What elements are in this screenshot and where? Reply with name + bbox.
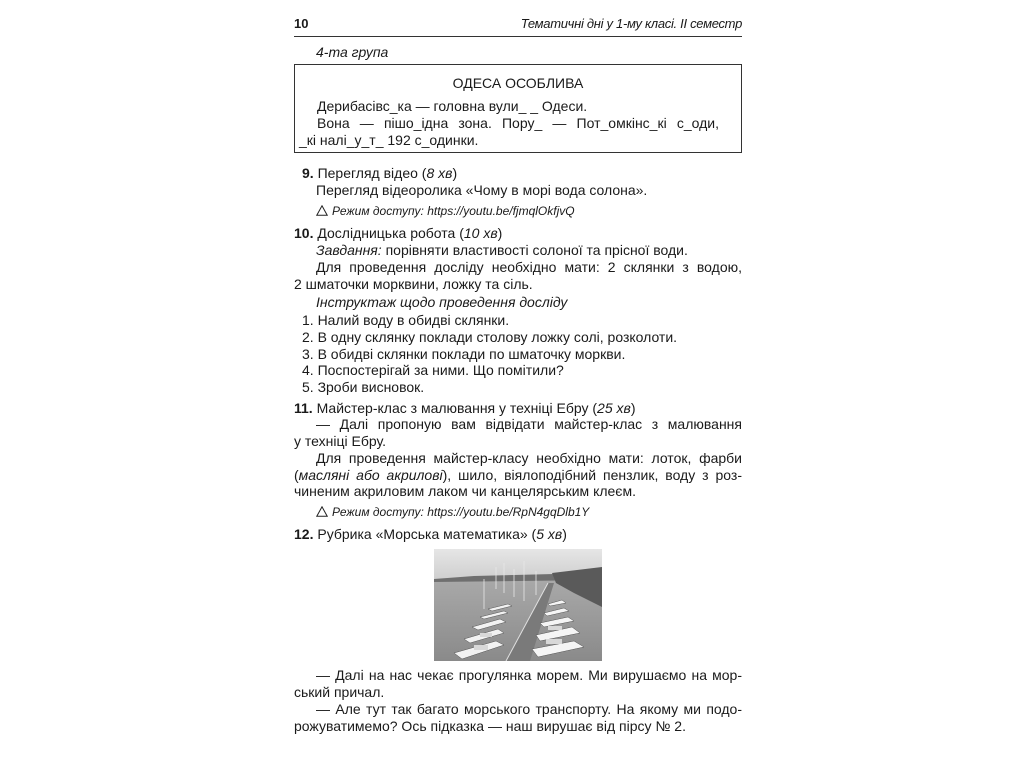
step-2: 2. В одну склянку поклади столову ложку солі, розколоти. bbox=[302, 329, 678, 345]
item-time: 10 хв bbox=[463, 225, 498, 241]
closing-line-2: ський причал. bbox=[294, 684, 385, 700]
step-4: 4. Поспостерігай за ними. Що помітили? bbox=[302, 362, 564, 378]
item-title: Дослідницька робота ( bbox=[317, 225, 464, 241]
item-10-instr-title: Інструктаж щодо проведення досліду bbox=[316, 294, 568, 310]
item-close: ) bbox=[562, 526, 567, 542]
item-11-link[interactable] bbox=[316, 505, 589, 519]
item-10-task bbox=[316, 242, 688, 259]
running-title: Тематичні дні у 1-му класі. ІІ семестр bbox=[520, 16, 742, 31]
box-line-3: _кі налі_у_т_ 192 с_одинки. bbox=[299, 132, 479, 148]
item-time: 8 хв bbox=[426, 165, 453, 181]
page-number: 10 bbox=[294, 16, 309, 31]
item-11-heading bbox=[294, 400, 636, 417]
item-number: 11. bbox=[294, 400, 313, 416]
item-9-link[interactable] bbox=[316, 204, 575, 218]
step-1: 1. Налий воду в обидві склянки. bbox=[302, 312, 510, 328]
item-title: Рубрика «Морська математика» ( bbox=[317, 526, 537, 542]
closing-line-1: — Далі на нас чекає прогулянка морем. Ми вирушаємо на мор- bbox=[316, 667, 742, 683]
step-5: 5. Зроби висновок. bbox=[302, 379, 425, 395]
book-page bbox=[294, 0, 742, 768]
marina-photo bbox=[434, 549, 602, 661]
item-close: ) bbox=[452, 165, 458, 181]
item-9-heading bbox=[302, 165, 457, 182]
item-11-line-3: Для проведення майстер-класу необхідно мати: лоток, фарби bbox=[316, 450, 742, 466]
step-3: 3. В обидві склянки поклади по шматочку моркви. bbox=[302, 346, 626, 362]
box-title: ОДЕСА ОСОБЛИВА bbox=[452, 75, 584, 91]
item-11-line-5: чиненим акриловим лаком чи канцелярським клеєм. bbox=[294, 483, 636, 499]
exercise-box bbox=[294, 64, 742, 153]
task-text: порівняти властивості солоної та прісної води. bbox=[381, 242, 688, 258]
item-11-line-4 bbox=[294, 467, 742, 484]
item-11-line-1: — Далі пропоную вам відвідати майстер-клас з малювання bbox=[316, 416, 742, 432]
item-10-need-line-2: 2 шматочки морквини, ложку та сіль. bbox=[294, 276, 533, 292]
item-close: ) bbox=[630, 400, 636, 416]
item-time: 25 хв bbox=[597, 400, 631, 416]
link-text: Режим доступу: https://youtu.be/fjmqlOkfjvQ bbox=[332, 204, 575, 218]
box-line-2: Вона — пішо_ідна зона. Пору_ — Пот_омкінс_кі с_оди, bbox=[317, 115, 719, 131]
line-rest: ), шило, віялоподібний пензлик, воду з роз- bbox=[442, 467, 742, 483]
item-title: Майстер-клас з малювання у техніці Ебру ( bbox=[316, 400, 598, 416]
page-header bbox=[294, 14, 742, 37]
paren-open: ( bbox=[294, 467, 299, 483]
closing-line-4: рожуватимемо? Ось підказка — наш вирушає від пірсу № 2. bbox=[294, 718, 686, 734]
item-number: 10. bbox=[294, 225, 314, 241]
triangle-icon bbox=[316, 205, 328, 216]
paint-types: масляні або акрилові bbox=[298, 467, 443, 483]
item-9-desc: Перегляд відеоролика «Чому в морі вода солона». bbox=[316, 182, 648, 198]
item-close: ) bbox=[497, 225, 503, 241]
closing-line-3: — Але тут так багато морського транспорту. На якому ми подо- bbox=[316, 701, 742, 717]
item-number: 9. bbox=[302, 165, 314, 181]
item-number: 12. bbox=[294, 526, 314, 542]
link-text: Режим доступу: https://youtu.be/RpN4gqDlb1Y bbox=[332, 505, 590, 519]
triangle-icon bbox=[316, 506, 328, 517]
item-title: Перегляд відео ( bbox=[317, 165, 427, 181]
item-10-heading bbox=[294, 225, 502, 242]
item-12-heading bbox=[294, 526, 567, 543]
item-10-need-line-1: Для проведення досліду необхідно мати: 2 склянки з водою, bbox=[316, 259, 742, 275]
item-11-line-2: у техніці Ебру. bbox=[294, 433, 386, 449]
item-time: 5 хв bbox=[536, 526, 563, 542]
box-line-1: Дерибасівс_ка — головна вули_ _ Одеси. bbox=[317, 98, 588, 114]
task-label: Завдання: bbox=[316, 242, 382, 258]
group-label: 4-та група bbox=[316, 44, 389, 60]
